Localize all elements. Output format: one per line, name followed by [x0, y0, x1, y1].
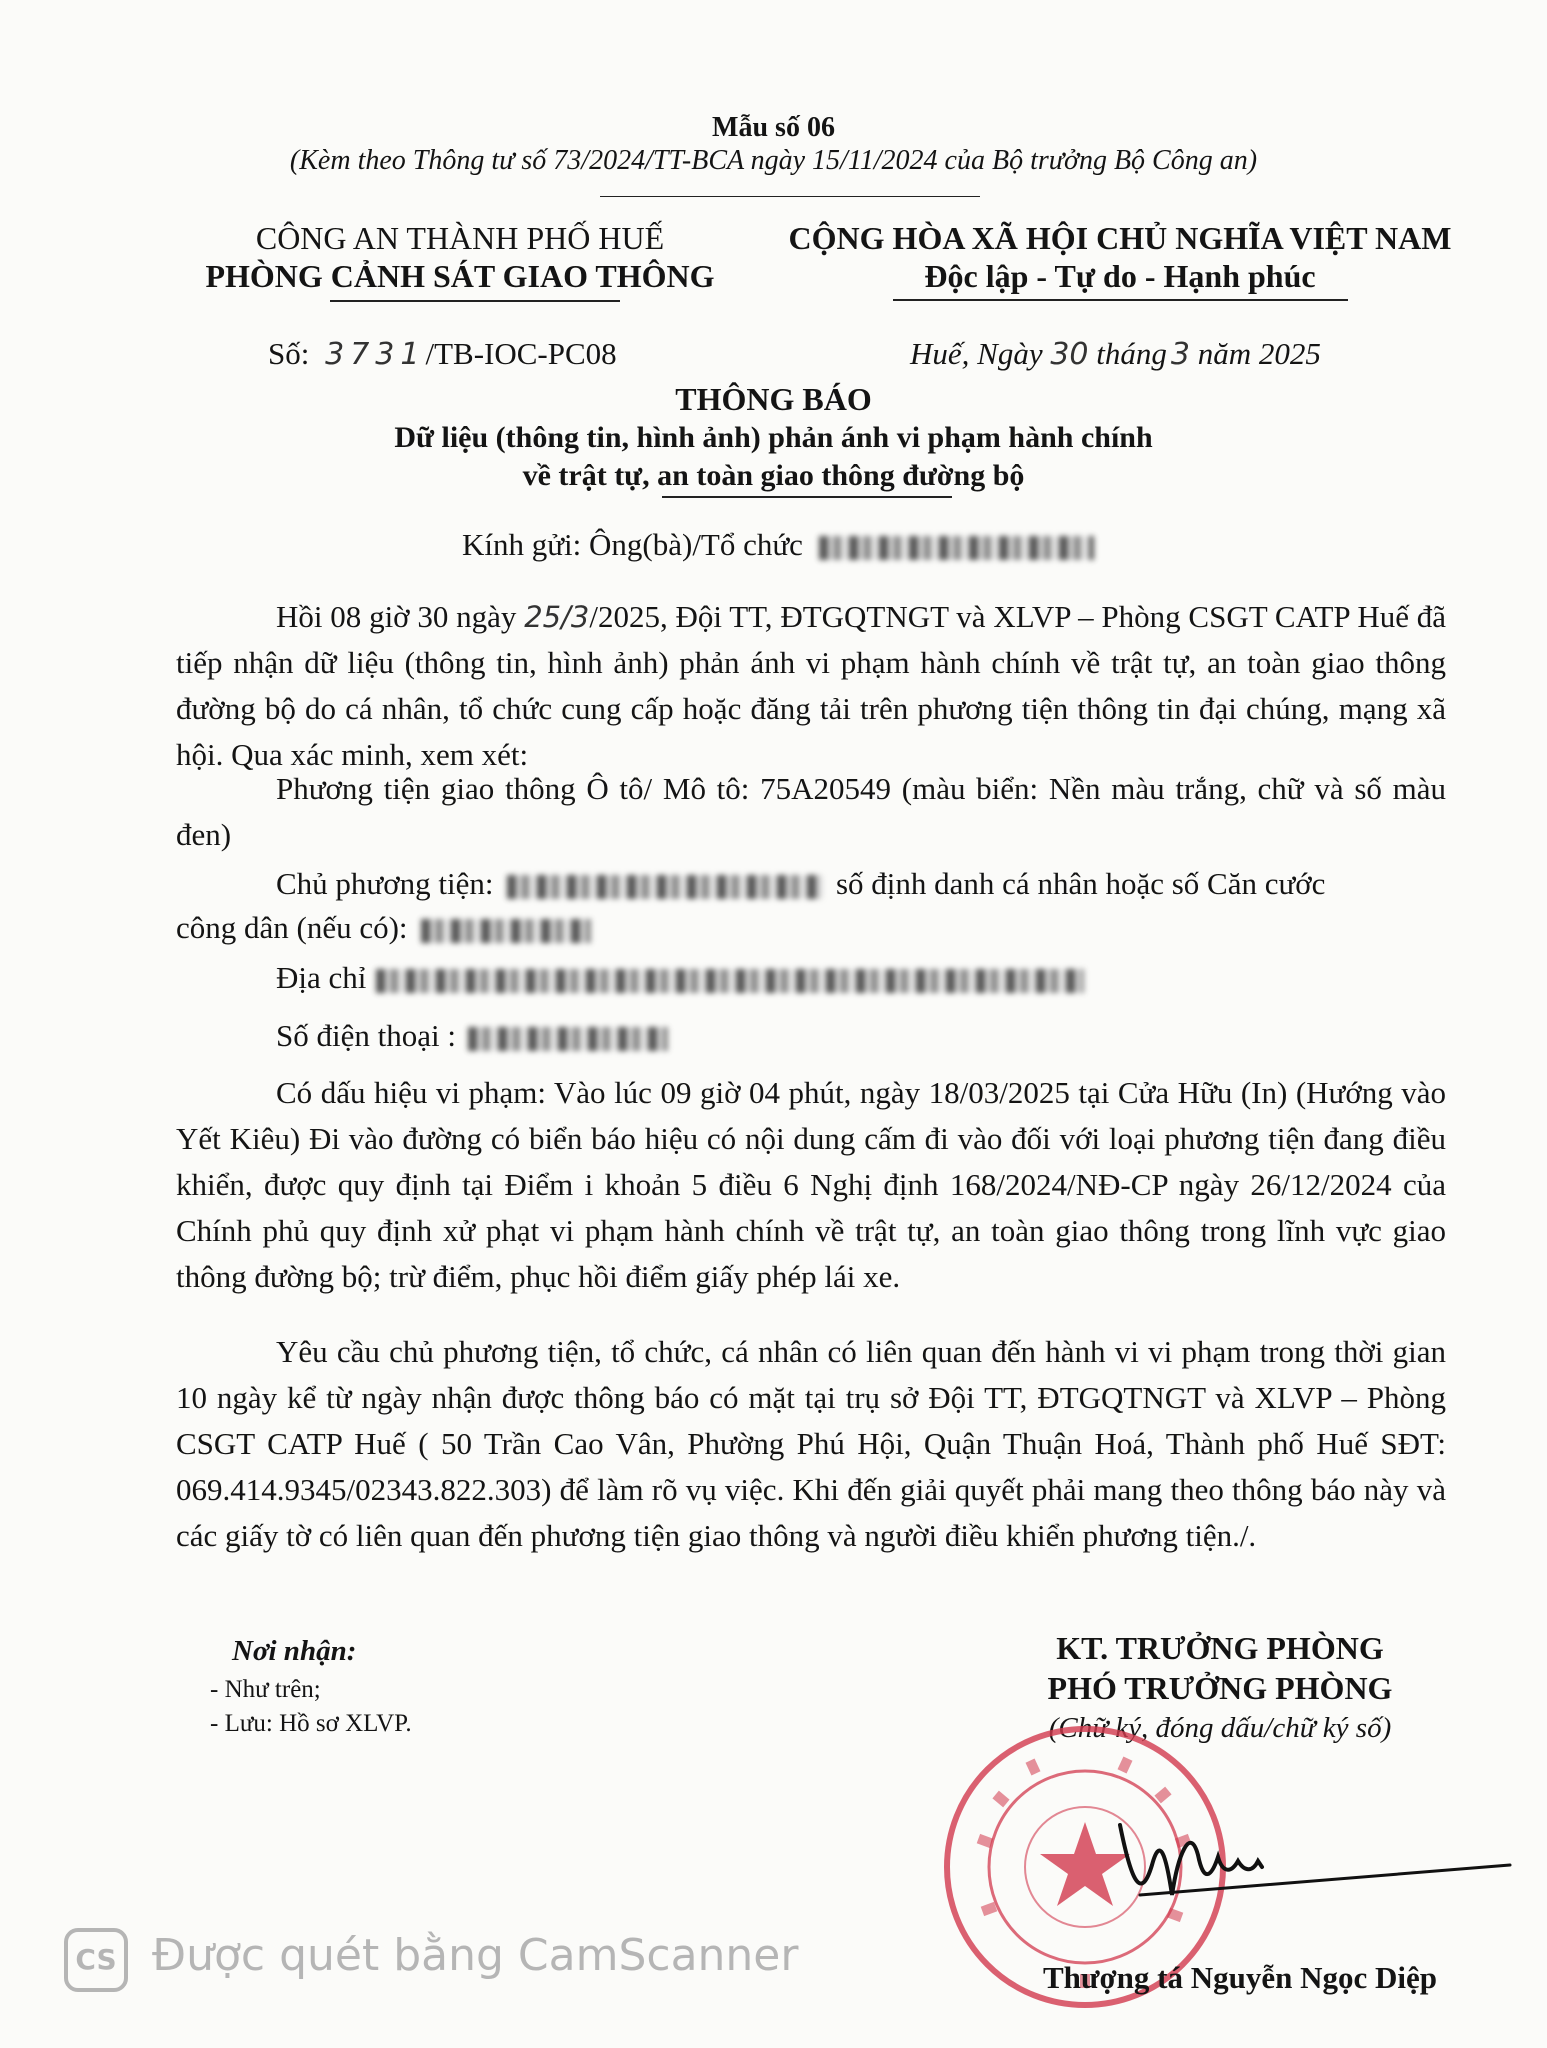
form-number: Mẫu số 06 — [712, 112, 835, 143]
signature-title-1: KT. TRƯỞNG PHÒNG — [1056, 1630, 1384, 1666]
p1-start: Hồi 08 giờ 30 ngày — [276, 599, 517, 634]
addressee — [462, 527, 1094, 563]
paragraph-vehicle: Phương tiện giao thông Ô tô/ Mô tô: 75A20549 (màu biển: Nền màu trắng, chữ và số màu đen) — [176, 771, 1446, 852]
notice-subtitle-1: Dữ liệu (thông tin, hình ảnh) phản ánh vi phạm hành chính — [394, 421, 1153, 454]
owner-id-label: công dân (nếu có): — [176, 910, 408, 945]
p1-rest: /2025, Đội TT, ĐTGQTNGT và XLVP – Phòng CSGT CATP Huế đã tiếp nhận dữ liệu (thông tin, hình ảnh) phản ánh vi phạm hành chính về trật tự, an toàn giao thông đường bộ do cá nhân, tổ chức cung cấp hoặc đăng tải trên phương tiện thông tin đại chúng, mạng xã hội. Qua xác minh, xem xét: — [176, 599, 1447, 772]
document-number — [268, 336, 617, 372]
p1-handwritten-date: 25/3 — [524, 600, 590, 634]
redacted-addressee — [819, 536, 1094, 560]
address-line — [276, 960, 1084, 996]
org-underline — [330, 300, 620, 302]
recipients-label: Nơi nhận: — [232, 1635, 357, 1667]
date-day: 30 — [1050, 337, 1089, 372]
owner-line — [276, 866, 1325, 902]
addressee-label: Kính gửi: Ông(bà)/Tổ chức — [462, 527, 803, 562]
doc-no-label: Số: — [268, 336, 310, 371]
date-month: 3 — [1170, 337, 1190, 372]
place-date — [910, 336, 1321, 372]
signature-title-2: PHÓ TRƯỞNG PHÒNG — [1047, 1670, 1393, 1706]
phone-line — [276, 1018, 668, 1054]
recipient-item: - Như trên; — [210, 1676, 321, 1703]
handwritten-signature — [1080, 1795, 1520, 1935]
motto-underline — [893, 299, 1348, 301]
paragraph-violation: Có dấu hiệu vi phạm: Vào lúc 09 giờ 04 phút, ngày 18/03/2025 tại Cửa Hữu (In) (Hướng vào Yết Kiêu) Đi vào đường có biển báo hiệu có nội dung cấm đi vào đối với loại phương tiện đang điều khiển, được quy định tại Điểm i khoản 5 điều 6 Nghị định 168/2024/NĐ-CP ngày 26/12/2024 của Chính phủ quy định xử phạt vi phạm hành chính về trật tự, an toàn giao thông trong lĩnh vực giao thông đường bộ; trừ điểm, phục hồi điểm giấy phép lái xe. — [176, 1075, 1446, 1294]
owner-label: Chủ phương tiện: — [276, 866, 494, 901]
place-date-year: năm 2025 — [1197, 336, 1321, 371]
subtitle-underline — [662, 496, 952, 498]
redacted-address — [376, 969, 1084, 993]
doc-no-handwritten: 3731 — [325, 337, 426, 372]
paragraph-request: Yêu cầu chủ phương tiện, tổ chức, cá nhân có liên quan đến hành vi vi phạm trong thời gian 10 ngày kể từ ngày nhận được thông báo có mặt tại trụ sở Đội TT, ĐTGQTNGT và XLVP – Phòng CSGT CATP Huế ( 50 Trần Cao Vân, Phường Phú Hội, Quận Thuận Hoá, Thành phố Huế SĐT: 069.414.9345/02343.822.303) để làm rõ vụ việc. Khi đến giải quyết phải mang theo thông báo này và các giấy tờ có liên quan đến phương tiện giao thông và người điều khiển phương tiện./. — [176, 1334, 1446, 1553]
redacted-owner-name — [507, 875, 822, 899]
redacted-phone — [468, 1027, 668, 1051]
signature-note: (Chữ ký, đóng dấu/chữ ký số) — [1048, 1712, 1392, 1744]
notice-subtitle-2: về trật tự, an toàn giao thông đường bộ — [522, 459, 1025, 492]
reference-underline — [600, 196, 980, 197]
nation-title: CỘNG HÒA XÃ HỘI CHỦ NGHĨA VIỆT NAM — [788, 220, 1452, 256]
doc-no-suffix: /TB-IOC-PC08 — [425, 336, 617, 371]
org-name: PHÒNG CẢNH SÁT GIAO THÔNG — [205, 258, 715, 294]
national-motto: Độc lập - Tự do - Hạnh phúc — [924, 258, 1316, 294]
phone-label: Số điện thoại : — [276, 1018, 456, 1053]
recipient-item: - Lưu: Hồ sơ XLVP. — [210, 1710, 412, 1737]
paragraph-receipt — [176, 594, 1446, 778]
org-parent: CÔNG AN THÀNH PHỐ HUẾ — [255, 220, 665, 256]
address-label: Địa chỉ — [276, 960, 367, 995]
camscanner-logo-icon: CS — [64, 1928, 128, 1992]
notice-title: THÔNG BÁO — [675, 381, 872, 417]
place-date-prefix: Huế, Ngày — [910, 336, 1043, 371]
redacted-owner-id — [421, 919, 591, 943]
signer-name: Thượng tá Nguyễn Ngọc Diệp — [1042, 1960, 1438, 1995]
camscanner-watermark: Được quét bằng CamScanner — [152, 1930, 799, 1981]
owner-id-line — [176, 910, 591, 946]
place-date-month-label: tháng — [1096, 336, 1167, 371]
form-reference: (Kèm theo Thông tư số 73/2024/TT-BCA ngày 15/11/2024 của Bộ trưởng Bộ Công an) — [289, 145, 1258, 176]
owner-id-text: số định danh cá nhân hoặc số Căn cước — [835, 866, 1326, 901]
